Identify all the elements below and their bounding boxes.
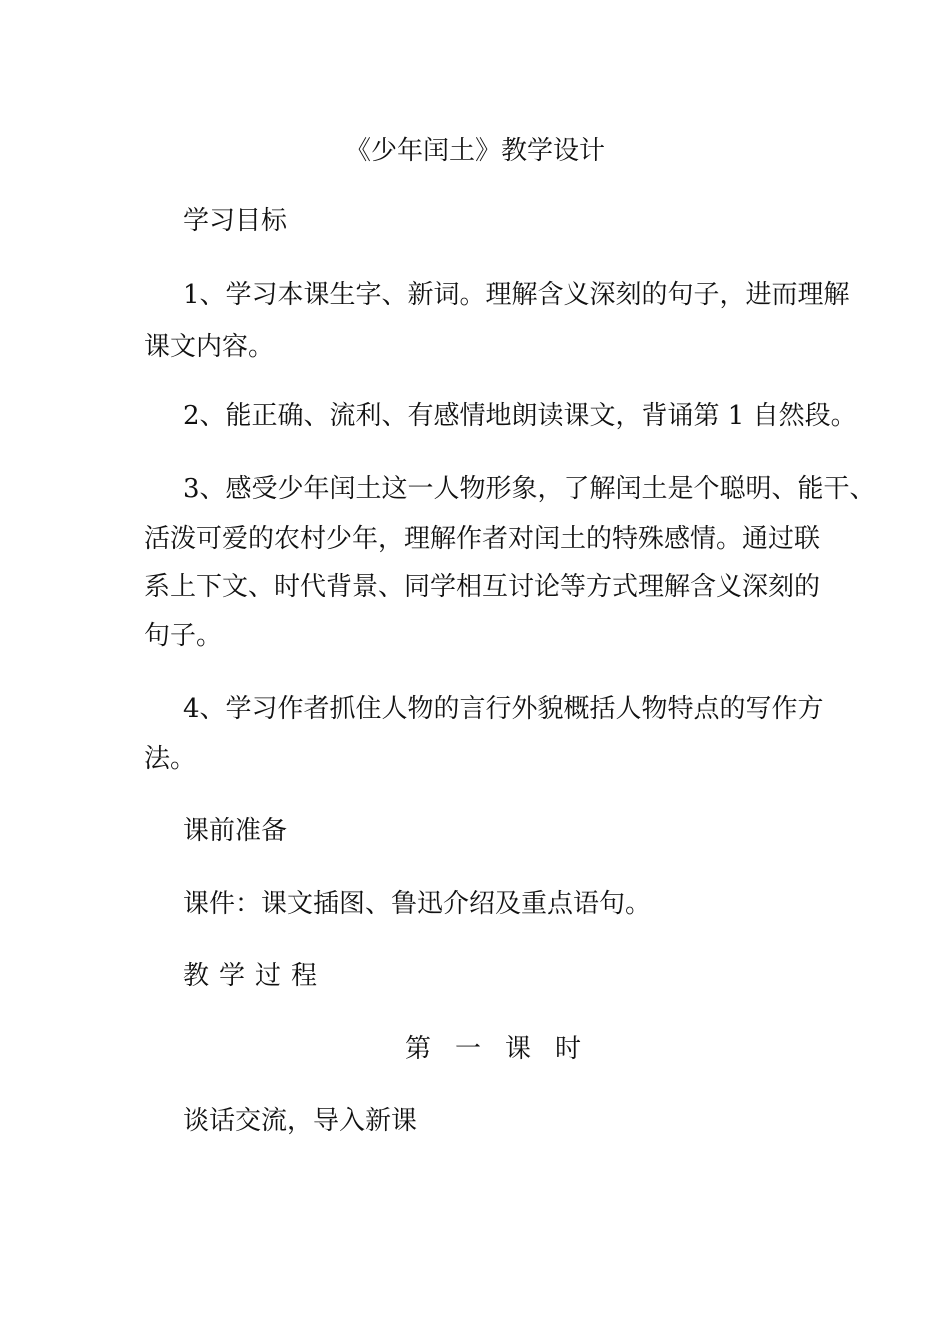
lesson-label: 第一课时 xyxy=(405,1034,606,1064)
goal-1-line-2: 课文内容。 xyxy=(144,332,275,362)
goal-2: 2、能正确、流利、有感情地朗读课文，背诵第 1 自然段。 xyxy=(183,401,857,431)
section-intro: 谈话交流，导入新课 xyxy=(183,1106,418,1136)
goal-3-line-2: 活泼可爱的农村少年，理解作者对闰土的特殊感情。通过联 xyxy=(144,524,821,554)
goal-3-line-4: 句子。 xyxy=(144,621,223,651)
preparation-item: 课件：课文插图、鲁迅介绍及重点语句。 xyxy=(183,889,652,919)
document-title: 《少年闰土》教学设计 xyxy=(344,136,605,166)
goal-3-line-3: 系上下文、时代背景、同学相互讨论等方式理解含义深刻的 xyxy=(144,572,821,602)
heading-preparation: 课前准备 xyxy=(183,816,288,846)
heading-learning-goals: 学习目标 xyxy=(183,206,288,236)
goal-1-line-1: 1、学习本课生字、新词。理解含义深刻的句子，进而理解 xyxy=(183,280,850,310)
heading-teaching-process: 教学过程 xyxy=(183,961,328,991)
goal-4-line-2: 法。 xyxy=(144,744,197,774)
goal-4-line-1: 4、学习作者抓住人物的言行外貌概括人物特点的写作方 xyxy=(183,694,824,724)
goal-3-line-1: 3、感受少年闰土这一人物形象，了解闰土是个聪明、能干、 xyxy=(183,474,876,504)
